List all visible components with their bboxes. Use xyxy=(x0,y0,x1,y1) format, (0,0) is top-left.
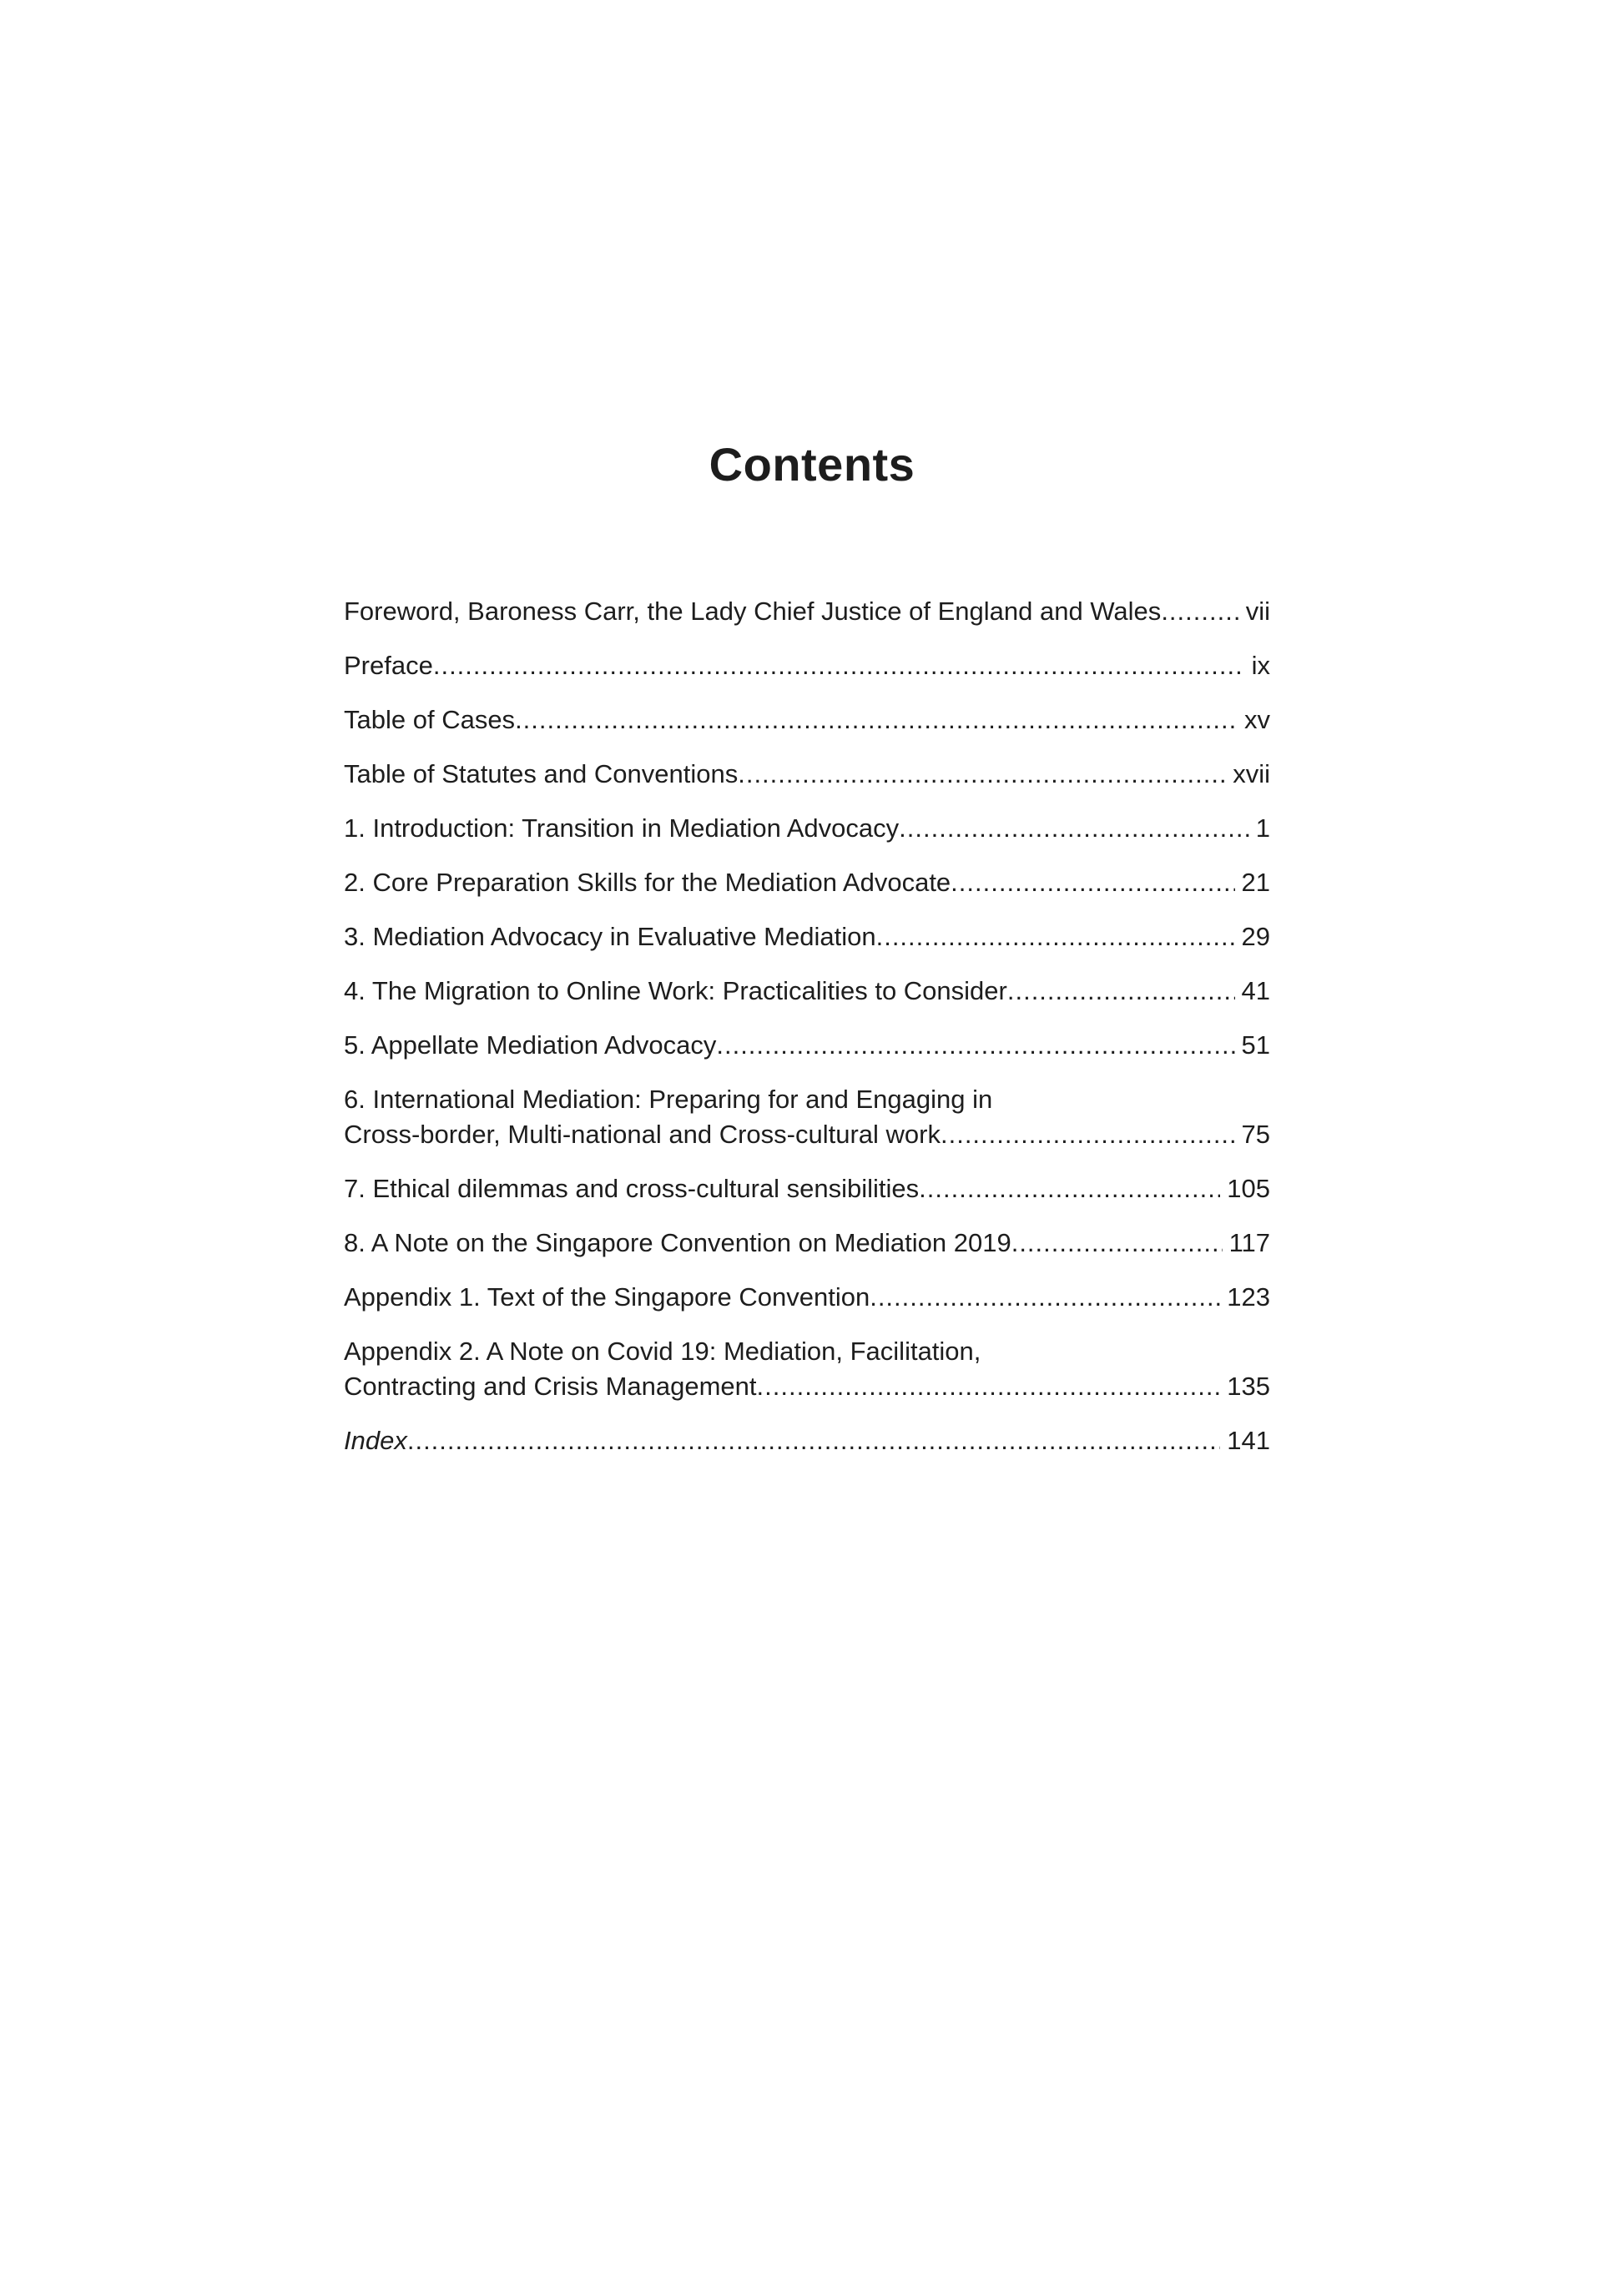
toc-entry-page: vii xyxy=(1245,597,1270,626)
toc-entry-label: Foreword, Baroness Carr, the Lady Chief Justice of England and Wales xyxy=(344,597,1162,626)
toc-entry-page: xvii xyxy=(1233,759,1270,788)
toc-entry-chapter-5 xyxy=(344,1028,1270,1063)
toc-entry-page: 41 xyxy=(1241,976,1270,1005)
dot-leader xyxy=(716,1028,1234,1063)
toc-entry-label: 7. Ethical dilemmas and cross-cultural sensibilities xyxy=(344,1174,920,1203)
toc-entry-label: Table of Statutes and Conventions xyxy=(344,759,739,788)
toc-entry-preface xyxy=(344,648,1270,683)
toc-entry-chapter-1 xyxy=(344,811,1270,846)
toc-entry-chapter-2 xyxy=(344,865,1270,900)
dot-leader xyxy=(433,648,1245,683)
dot-leader xyxy=(951,865,1234,900)
dot-leader xyxy=(515,702,1238,738)
toc-entry-table-of-statutes xyxy=(344,757,1270,792)
dot-leader xyxy=(1161,594,1238,629)
toc-entry-page: 51 xyxy=(1241,1030,1270,1060)
dot-leader xyxy=(870,1280,1220,1315)
toc-entry-page: ix xyxy=(1251,651,1270,680)
dot-leader xyxy=(1007,974,1235,1009)
toc-entry-page: 141 xyxy=(1227,1426,1270,1455)
toc-entry-page: 21 xyxy=(1241,868,1270,897)
toc-entry-label: 2. Core Preparation Skills for the Mediation Advocate xyxy=(344,868,951,897)
toc-entry-chapter-6 xyxy=(344,1082,1270,1152)
dot-leader xyxy=(1011,1226,1223,1261)
toc-entry-chapter-7 xyxy=(344,1171,1270,1206)
toc-entry-page: 1 xyxy=(1255,813,1270,843)
toc-entry-label-line-1: 6. International Mediation: Preparing for and Engaging in xyxy=(344,1085,993,1114)
toc-entry-page: 29 xyxy=(1241,922,1270,951)
toc-entry-page: 105 xyxy=(1227,1174,1270,1203)
toc-entry-appendix-1 xyxy=(344,1280,1270,1315)
toc-entry-page: xv xyxy=(1244,705,1270,734)
toc-entry-label: Preface xyxy=(344,651,433,680)
toc-entry-chapter-8 xyxy=(344,1226,1270,1261)
toc-entry-label: Index xyxy=(344,1426,407,1455)
toc-entry-label: 5. Appellate Mediation Advocacy xyxy=(344,1030,717,1060)
toc-entry-table-of-cases xyxy=(344,702,1270,738)
dot-leader xyxy=(899,811,1249,846)
toc-entry-page: 123 xyxy=(1227,1282,1270,1312)
dot-leader xyxy=(757,1369,1221,1404)
dot-leader xyxy=(407,1423,1220,1458)
toc-entry-label-line-2: Cross-border, Multi-national and Cross-cultural work xyxy=(344,1120,941,1149)
toc-entry-label: 3. Mediation Advocacy in Evaluative Mediation xyxy=(344,922,876,951)
toc-entry-label-line-1: Appendix 2. A Note on Covid 19: Mediation, Facilitation, xyxy=(344,1337,981,1366)
dot-leader xyxy=(876,919,1235,954)
toc-entry-label: Appendix 1. Text of the Singapore Convention xyxy=(344,1282,870,1312)
toc-entry-page: 135 xyxy=(1227,1372,1270,1401)
toc-entry-label: 1. Introduction: Transition in Mediation Advocacy xyxy=(344,813,900,843)
table-of-contents xyxy=(344,594,1270,1478)
toc-entry-chapter-4 xyxy=(344,974,1270,1009)
toc-entry-chapter-3 xyxy=(344,919,1270,954)
toc-entry-appendix-2 xyxy=(344,1334,1270,1404)
toc-entry-label: 8. A Note on the Singapore Convention on Mediation 2019 xyxy=(344,1228,1011,1257)
toc-entry-page: 75 xyxy=(1241,1120,1270,1149)
toc-entry-index xyxy=(344,1423,1270,1458)
page-title: Contents xyxy=(709,438,915,491)
dot-leader xyxy=(941,1117,1235,1152)
toc-entry-label: Table of Cases xyxy=(344,705,516,734)
toc-entry-label: 4. The Migration to Online Work: Practicalities to Consider xyxy=(344,976,1007,1005)
toc-entry-foreword xyxy=(344,594,1270,629)
toc-entry-page: 117 xyxy=(1228,1228,1270,1257)
dot-leader xyxy=(919,1171,1220,1206)
dot-leader xyxy=(738,757,1226,792)
toc-entry-label-line-2: Contracting and Crisis Management xyxy=(344,1372,757,1401)
